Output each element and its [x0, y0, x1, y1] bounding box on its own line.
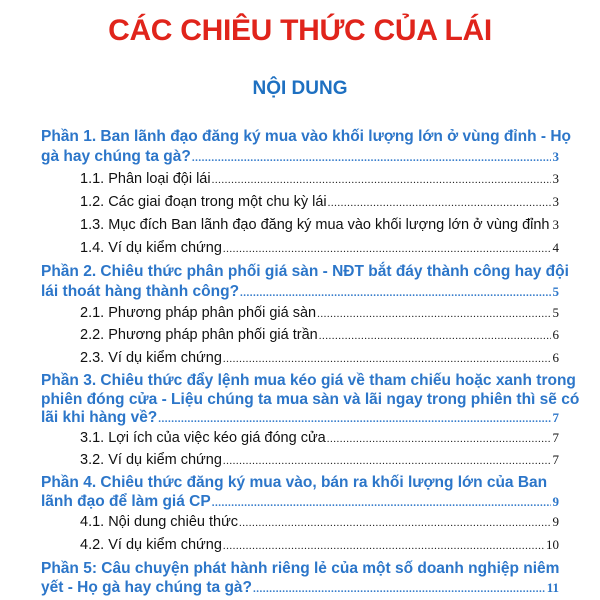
dot-leader — [253, 583, 545, 595]
page-number: 7 — [552, 452, 559, 467]
dot-leader — [328, 197, 551, 209]
page-number: 6 — [552, 327, 559, 342]
page-number: 5 — [552, 284, 559, 299]
page-number: 9 — [552, 494, 559, 509]
dot-leader — [240, 287, 550, 299]
page-number: 3 — [552, 171, 559, 186]
toc-part-2-line-1[interactable]: Phần 2. Chiêu thức phân phối giá sàn - NĐT bắt đáy thành công hay đội — [41, 263, 569, 280]
page-number: 3 — [552, 149, 559, 164]
toc-part-3-line-1[interactable]: Phần 3. Chiêu thức đẩy lệnh mua kéo giá về tham chiếu hoặc xanh trong — [41, 372, 576, 389]
toc-item-3-1[interactable]: 3.1. Lợi ích của việc kéo giá đóng cửa ..... 7 — [80, 430, 559, 446]
dot-leader — [158, 413, 550, 425]
toc-part-4-line-2[interactable]: lãnh đạo để làm giá CP ..... 9 — [41, 493, 559, 511]
dot-leader — [212, 497, 551, 509]
toc-item-2-3[interactable]: 2.3. Ví dụ kiểm chứng ..... 6 — [80, 350, 559, 366]
dot-leader — [223, 243, 551, 255]
page-number: 11 — [546, 580, 559, 595]
page-number: 3 — [552, 217, 559, 232]
dot-leader — [223, 540, 544, 552]
toc-part-3-line-2[interactable]: phiên đóng cửa - Liệu chúng ta mua sàn và lãi ngay trong phiên thì sẽ có — [41, 391, 580, 408]
page-number: 6 — [552, 350, 559, 365]
toc-part-3-line-3[interactable]: lãi khi hàng về? ..... 7 — [41, 409, 559, 427]
page-number: 7 — [552, 430, 559, 445]
toc-part-1-line-1[interactable]: Phần 1. Ban lãnh đạo đăng ký mua vào khối lượng lớn ở vùng đỉnh - Họ — [41, 128, 571, 145]
dot-leader — [239, 517, 550, 529]
dot-leader — [223, 353, 551, 365]
toc-item-2-2[interactable]: 2.2. Phương pháp phân phối giá trần ..... 6 — [80, 327, 559, 343]
dot-leader — [223, 455, 551, 467]
page-number: 10 — [546, 537, 559, 552]
toc-item-1-3[interactable]: 1.3. Mục đích Ban lãnh đạo đăng ký mua vào khối lượng lớn ở vùng đỉnh 3 — [80, 217, 559, 233]
dot-leader — [327, 433, 551, 445]
toc-item-1-1[interactable]: 1.1. Phân loại đội lái ..... 3 — [80, 171, 559, 187]
toc-item-2-1[interactable]: 2.1. Phương pháp phân phối giá sàn ..... 5 — [80, 305, 559, 321]
toc-item-1-2[interactable]: 1.2. Các giai đoạn trong một chu kỳ lái ..... 3 — [80, 194, 559, 210]
page-number: 4 — [552, 240, 559, 255]
toc-item-3-2[interactable]: 3.2. Ví dụ kiểm chứng ..... 7 — [80, 452, 559, 468]
toc-part-4-line-1[interactable]: Phần 4. Chiêu thức đăng ký mua vào, bán ra khối lượng lớn của Ban — [41, 474, 548, 491]
toc-item-4-2[interactable]: 4.2. Ví dụ kiểm chứng ..... 10 — [80, 537, 559, 553]
dot-leader — [317, 308, 550, 320]
dot-leader — [212, 174, 551, 186]
page-number: 5 — [552, 305, 559, 320]
page-number: 3 — [552, 194, 559, 209]
toc-item-4-1[interactable]: 4.1. Nội dung chiêu thức ..... 9 — [80, 514, 559, 530]
page-number: 7 — [552, 410, 559, 425]
toc-part-2-line-2[interactable]: lái thoát hàng thành công? ..... 5 — [41, 283, 559, 301]
toc-part-1-line-2[interactable]: gà hay chúng ta gà? ..... 3 — [41, 148, 559, 166]
toc-item-1-4[interactable]: 1.4. Ví dụ kiểm chứng ..... 4 — [80, 240, 559, 256]
toc-part-5-line-2[interactable]: yết - Họ gà hay chúng ta gà? ..... 11 — [41, 579, 559, 597]
page-number: 9 — [552, 514, 559, 529]
toc-part-5-line-1[interactable]: Phần 5: Câu chuyện phát hành riêng lẻ của một số doanh nghiệp niêm — [41, 560, 560, 577]
contents-heading: NỘI DUNG — [252, 78, 348, 99]
document-title: CÁC CHIÊU THỨC CỦA LÁI — [108, 14, 492, 47]
dot-leader — [319, 330, 551, 342]
dot-leader — [192, 152, 551, 164]
